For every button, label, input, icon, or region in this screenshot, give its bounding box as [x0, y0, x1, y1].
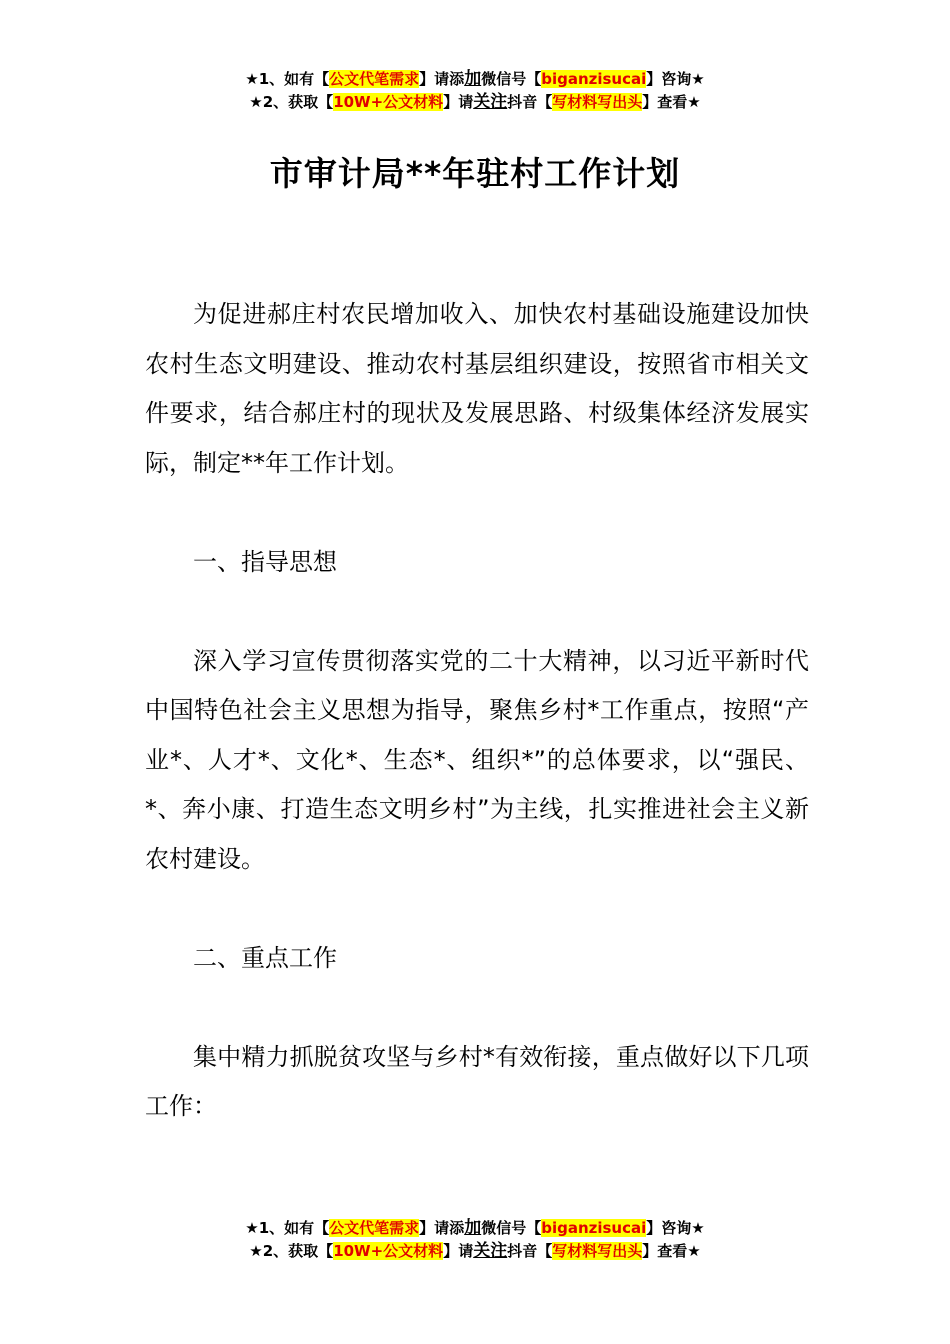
highlight-douyin: 写材料写出头	[552, 1242, 643, 1260]
highlight-materials: 10W+公文材料	[333, 93, 444, 111]
section-paragraph-1: 深入学习宣传贯彻落实党的二十大精神，以习近平新时代中国特色社会主义思想为指导，聚焦乡村*工作重点，按照“产业*、人才*、文化*、生态*、组织*”的总体要求，以“强民、*、奔小康、打造生态文明乡村”为主线，扎实推进社会主义新农村建设。	[145, 646, 809, 873]
document-body	[145, 290, 809, 1132]
promo-line-1: ★1、如有【公文代笔需求】请添加微信号【biganzisucai】咨询★	[245, 1218, 705, 1238]
intro-paragraph: 为促进郝庄村农民增加收入、加快农村基础设施建设加快农村生态文明建设、推动农村基层组织建设，按照省市相关文件要求，结合郝庄村的现状及发展思路、村级集体经济发展实际，制定**年工作计划。	[145, 300, 809, 477]
promo-line-2: ★2、获取【10W+公文材料】请关注抖音【写材料写出头】查看★	[249, 92, 701, 112]
highlight-wechat-id: biganzisucai	[541, 70, 647, 88]
section-paragraph-2: 集中精力抓脱贫攻坚与乡村*有效衔接，重点做好以下几项工作：	[145, 1042, 809, 1120]
highlight-service: 公文代笔需求	[329, 70, 420, 88]
section-heading-2: 二、重点工作	[193, 943, 337, 972]
promo-line-1: ★1、如有【公文代笔需求】请添加微信号【biganzisucai】咨询★	[245, 69, 705, 89]
highlight-wechat-id: biganzisucai	[541, 1219, 647, 1237]
document-title: 市审计局**年驻村工作计划	[269, 154, 681, 193]
highlight-service: 公文代笔需求	[329, 1219, 420, 1237]
promo-banner-bottom	[0, 1217, 950, 1263]
promo-banner-top	[0, 68, 950, 114]
section-heading-1: 一、指导思想	[193, 547, 337, 576]
highlight-douyin: 写材料写出头	[552, 93, 643, 111]
promo-line-2: ★2、获取【10W+公文材料】请关注抖音【写材料写出头】查看★	[249, 1241, 701, 1261]
highlight-materials: 10W+公文材料	[333, 1242, 444, 1260]
